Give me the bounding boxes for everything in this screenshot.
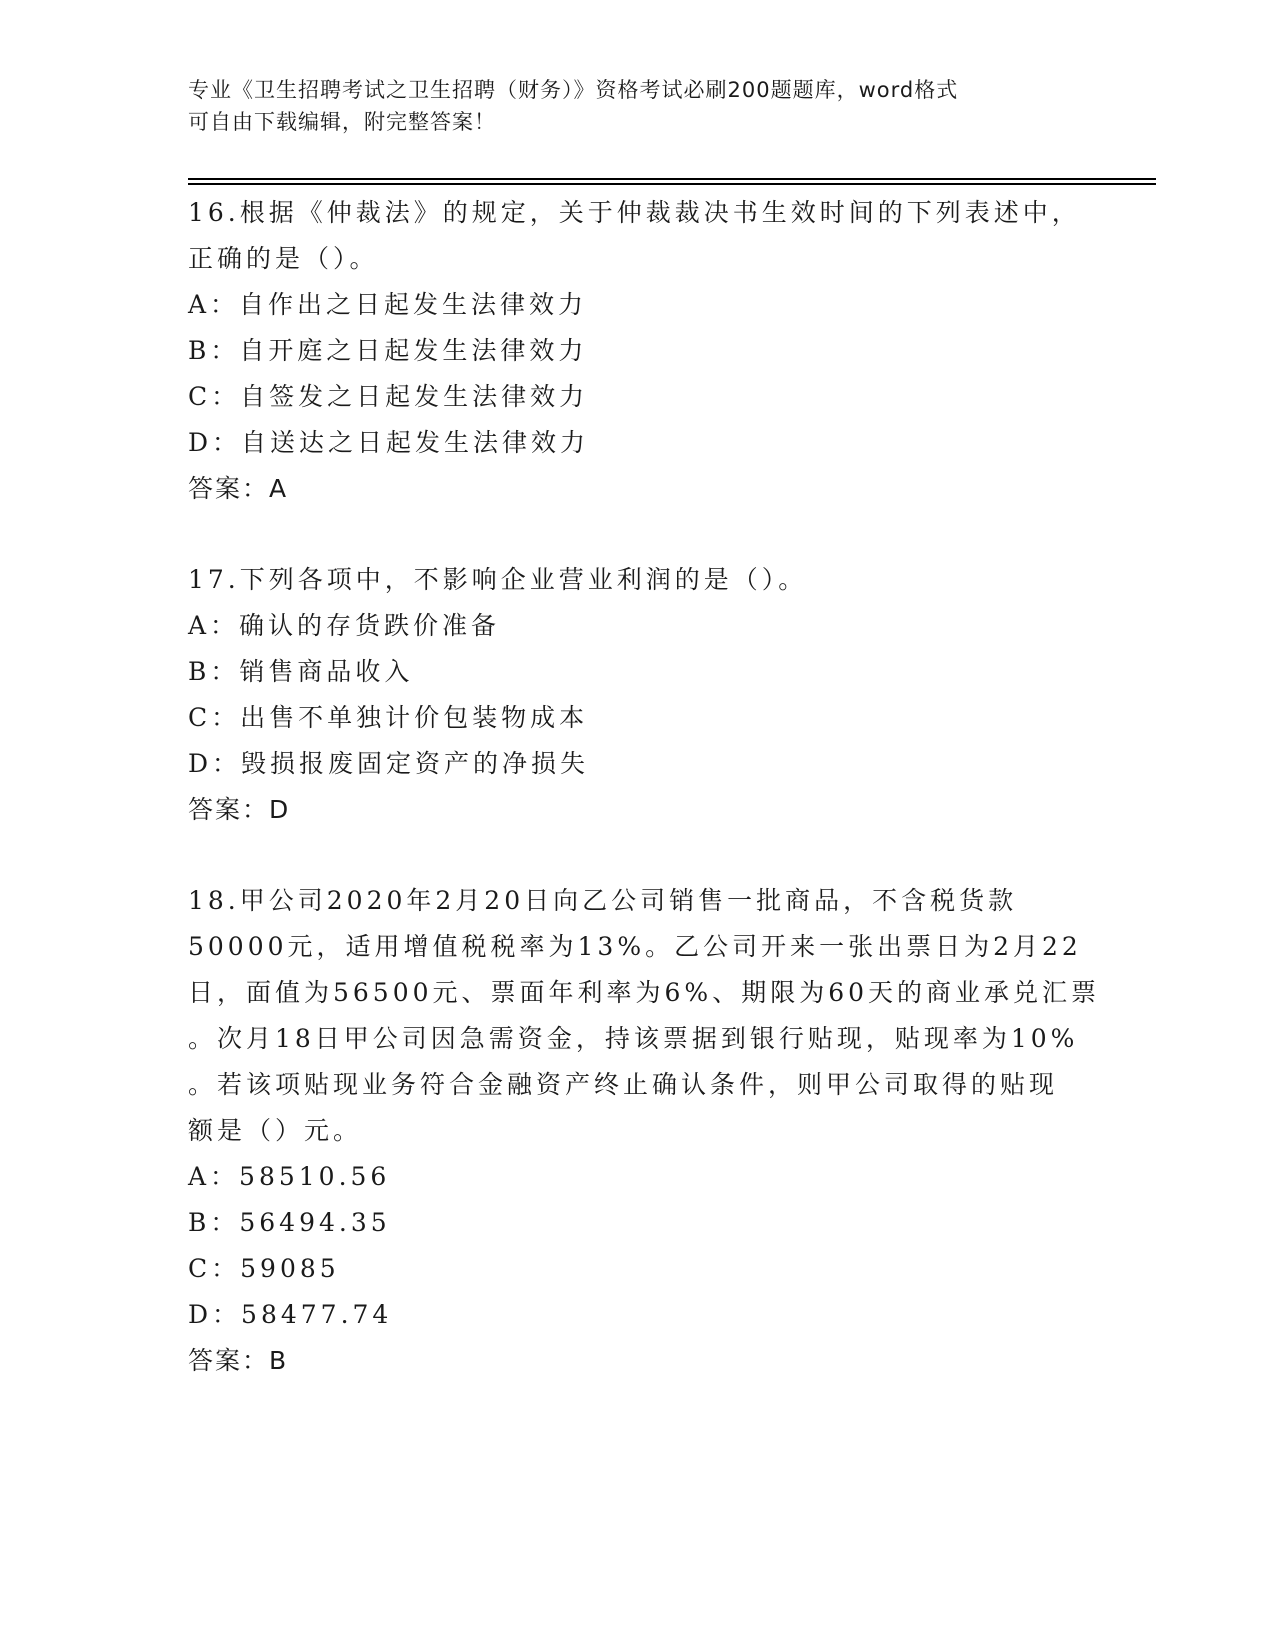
document-header bbox=[188, 74, 1088, 138]
question-stem-line: 日，面值为56500元、票面年利率为6%、期限为60天的商业承兑汇票 bbox=[188, 978, 1101, 1007]
option-d: D：自送达之日起发生法律效力 bbox=[188, 428, 590, 457]
question-stem-line: 16.根据《仲裁法》的规定，关于仲裁裁决书生效时间的下列表述中， bbox=[188, 198, 1081, 227]
question-list bbox=[188, 190, 1101, 1429]
answer-label: 答案：D bbox=[188, 795, 291, 824]
option-b: B：56494.35 bbox=[188, 1208, 391, 1237]
option-c: C：59085 bbox=[188, 1254, 340, 1283]
option-a: A：确认的存货跌价准备 bbox=[188, 611, 501, 640]
option-d: D：毁损报废固定资产的净损失 bbox=[188, 749, 590, 778]
option-d: D：58477.74 bbox=[188, 1300, 393, 1329]
question-16 bbox=[188, 190, 1088, 512]
header-divider-top bbox=[188, 178, 1156, 180]
option-c: C：自签发之日起发生法律效力 bbox=[188, 382, 589, 411]
answer-label: 答案：B bbox=[188, 1346, 289, 1375]
header-line-2: 可自由下载编辑，附完整答案！ bbox=[188, 110, 496, 134]
question-stem-line: 50000元，适用增值税税率为13%。乙公司开来一张出票日为2月22 bbox=[188, 932, 1082, 961]
option-b: B：自开庭之日起发生法律效力 bbox=[188, 336, 588, 365]
header-line-1: 专业《卫生招聘考试之卫生招聘（财务）》资格考试必刷200题题库，word格式 bbox=[188, 78, 959, 102]
question-stem-line: 正确的是（）。 bbox=[188, 244, 379, 273]
question-stem-line: 18.甲公司2020年2月20日向乙公司销售一批商品，不含税货款 bbox=[188, 886, 1018, 915]
question-stem-line: 17.下列各项中，不影响企业营业利润的是（）。 bbox=[188, 565, 808, 594]
question-18 bbox=[188, 878, 1101, 1384]
answer-label: 答案：A bbox=[188, 474, 289, 503]
option-a: A：自作出之日起发生法律效力 bbox=[188, 290, 588, 319]
option-b: B：销售商品收入 bbox=[188, 657, 414, 686]
option-c: C：出售不单独计价包装物成本 bbox=[188, 703, 589, 732]
question-stem-line: 。若该项贴现业务符合金融资产终止确认条件，则甲公司取得的贴现 bbox=[188, 1070, 1059, 1099]
question-17 bbox=[188, 557, 1088, 833]
option-a: A：58510.56 bbox=[188, 1162, 391, 1191]
question-stem-line: 额是（）元。 bbox=[188, 1116, 363, 1145]
question-stem-line: 。次月18日甲公司因急需资金，持该票据到银行贴现，贴现率为10% bbox=[188, 1024, 1079, 1053]
header-divider-bottom bbox=[188, 183, 1156, 185]
